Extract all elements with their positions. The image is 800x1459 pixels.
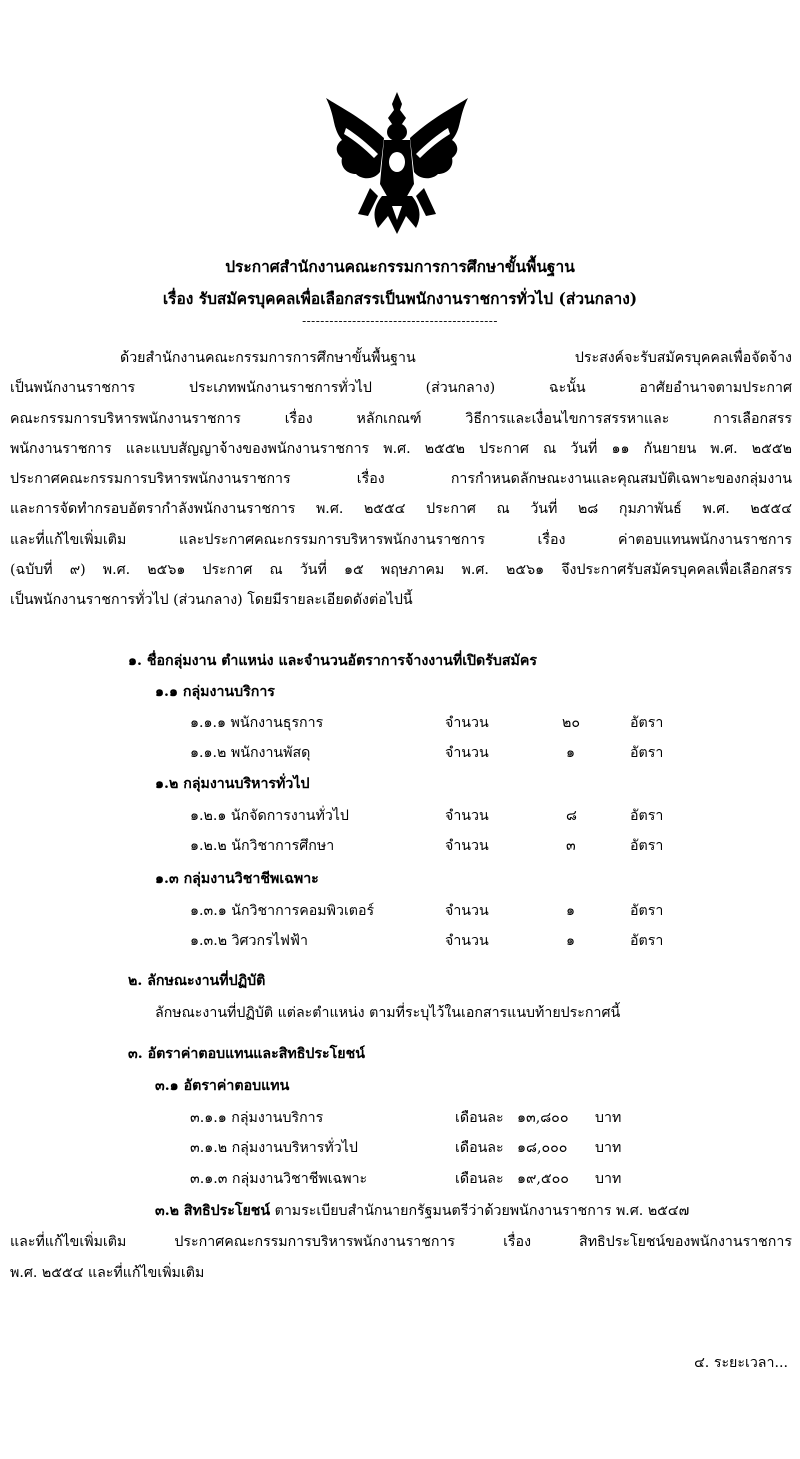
quantity-label: จำนวน [445,808,489,824]
quantity-value: ๑ [566,745,576,761]
separator-line: ------------------------------------------- [302,314,498,328]
quantity-unit: อัตรา [630,745,664,761]
subsection-3-2-title: ๓.๒ สิทธิประโยชน์ [155,1203,271,1219]
quantity-value: ๒๐ [562,715,581,731]
intro-paragraph [10,343,792,616]
subsection-3-2-line: พ.ศ. ๒๕๕๔ และที่แก้ไขเพิ่มเติม [10,1265,205,1281]
section-3-heading: ๓. อัตราค่าตอบแทนและสิทธิประโยชน์ [128,1046,365,1062]
quantity-unit: อัตรา [630,715,664,731]
intro-line: เป็นพนักงานราชการทั่วไป (ส่วนกลาง) โดยมีรายละเอียดดังต่อไปนี้ [10,592,413,609]
subsection-3-1-title: ๓.๑ อัตราค่าตอบแทน [155,1078,290,1094]
quantity-unit: อัตรา [630,903,664,919]
position-name: ๑.๒.๒ นักวิชาการศึกษา [190,838,335,854]
subsection-3-2-text: ตามระเบียบสำนักนายกรัฐมนตรีว่าด้วยพนักงานราชการ พ.ศ. ๒๕๔๗ [270,1203,690,1219]
group-title: ๑.๑ กลุ่มงานบริการ [155,684,275,700]
intro-line: เป็นพนักงานราชการ ประเภทพนักงานราชการทั่วไป (ส่วนกลาง) ฉะนั้น อาศัยอำนาจตามประกาศ [10,380,792,397]
position-row [0,742,800,770]
quantity-value: ๑ [566,903,576,919]
rate-group-name: ๓.๑.๒ กลุ่มงานบริหารทั่วไป [190,1140,358,1156]
intro-line: พนักงานราชการ และแบบสัญญาจ้างของพนักงานราชการ พ.ศ. ๒๕๕๒ ประกาศ ณ วันที่ ๑๑ กันยายน พ.ศ. ๒๕๕๒ [10,440,792,457]
section-2-heading: ๒. ลักษณะงานที่ปฏิบัติ [128,973,266,989]
quantity-label: จำนวน [445,745,489,761]
position-name: ๑.๒.๑ นักจัดการงานทั่วไป [190,808,349,824]
position-row [0,900,800,928]
rate-amount: ๑๓,๘๐๐ [517,1110,569,1126]
title-line-1: ประกาศสำนักงานคณะกรรมการการศึกษาขั้นพื้นฐาน [225,257,575,276]
intro-line: คณะกรรมการบริหารพนักงานราชการ เรื่อง หลักเกณฑ์ วิธีการและเงื่อนไขการสรรหาและ การเลือกสรร [10,410,792,427]
quantity-value: ๓ [566,838,576,854]
rate-per: เดือนละ [455,1171,504,1187]
position-name: ๑.๑.๑ พนักงานธุรการ [190,715,324,731]
rate-group-name: ๓.๑.๓ กลุ่มงานวิชาชีพเฉพาะ [190,1171,368,1187]
title-line-2: เรื่อง รับสมัครบุคคลเพื่อเลือกสรรเป็นพนักงานราชการทั่วไป (ส่วนกลาง) [162,289,638,308]
subsection-3-2-line: และที่แก้ไขเพิ่มเติม ประกาศคณะกรรมการบริหารพนักงานราชการ เรื่อง สิทธิประโยชน์ของพนักงานราชการ [10,1234,792,1250]
garuda-emblem-icon [322,88,472,238]
subsection-3-2-line [155,1200,689,1222]
rate-amount: ๑๙,๕๐๐ [517,1171,569,1187]
section-1-heading: ๑. ชื่อกลุ่มงาน ตำแหน่ง และจำนวนอัตราการจ้างงานที่เปิดรับสมัคร [128,653,538,669]
quantity-label: จำนวน [445,933,489,949]
position-row [0,930,800,958]
quantity-label: จำนวน [445,838,489,854]
quantity-label: จำนวน [445,715,489,731]
rate-unit: บาท [595,1171,622,1187]
quantity-value: ๑ [566,933,576,949]
position-row [0,712,800,740]
quantity-value: ๘ [566,808,577,824]
position-name: ๑.๑.๒ พนักงานพัสดุ [190,745,311,761]
group-title: ๑.๓ กลุ่มงานวิชาชีพเฉพาะ [155,871,319,887]
intro-line: ประกาศคณะกรรมการบริหารพนักงานราชการ เรื่อง การกำหนดลักษณะงานและคุณสมบัติเฉพาะของกลุ่มงาน [10,471,792,488]
rate-row [0,1107,800,1135]
position-row [0,835,800,863]
rate-row [0,1168,800,1196]
intro-line: และการจัดทำกรอบอัตรากำลังพนักงานราชการ พ.ศ. ๒๕๕๔ ประกาศ ณ วันที่ ๒๘ กุมภาพันธ์ พ.ศ. ๒๕๕๔ [10,501,792,518]
intro-line: (ฉบับที่ ๙) พ.ศ. ๒๕๖๑ ประกาศ ณ วันที่ ๑๕ พฤษภาคม พ.ศ. ๒๕๖๑ จึงประกาศรับสมัครบุคคลเพื่อเลือกสรร [10,562,792,579]
continuation-marker: ๔. ระยะเวลา... [694,1355,788,1371]
section-2-text: ลักษณะงานที่ปฏิบัติ แต่ละตำแหน่ง ตามที่ระบุไว้ในเอกสารแนบท้ายประกาศนี้ [155,1005,621,1021]
position-row [0,805,800,833]
quantity-unit: อัตรา [630,808,664,824]
position-name: ๑.๓.๒ วิศวกรไฟฟ้า [190,933,308,949]
quantity-label: จำนวน [445,903,489,919]
rate-per: เดือนละ [455,1110,504,1126]
rate-row [0,1137,800,1165]
rate-group-name: ๓.๑.๑ กลุ่มงานบริการ [190,1110,324,1126]
intro-line: ด้วยสำนักงานคณะกรรมการการศึกษาขั้นพื้นฐาน ประสงค์จะรับสมัครบุคคลเพื่อจัดจ้าง [120,350,792,366]
rate-per: เดือนละ [455,1140,504,1156]
quantity-unit: อัตรา [630,933,664,949]
quantity-unit: อัตรา [630,838,664,854]
group-title: ๑.๒ กลุ่มงานบริหารทั่วไป [155,776,310,792]
position-name: ๑.๓.๑ นักวิชาการคอมพิวเตอร์ [190,903,375,919]
intro-line: และที่แก้ไขเพิ่มเติม และประกาศคณะกรรมการบริหารพนักงานราชการ เรื่อง ค่าตอบแทนพนักงานราชการ [10,531,792,548]
rate-amount: ๑๘,๐๐๐ [517,1140,568,1156]
rate-unit: บาท [595,1110,622,1126]
rate-unit: บาท [595,1140,622,1156]
